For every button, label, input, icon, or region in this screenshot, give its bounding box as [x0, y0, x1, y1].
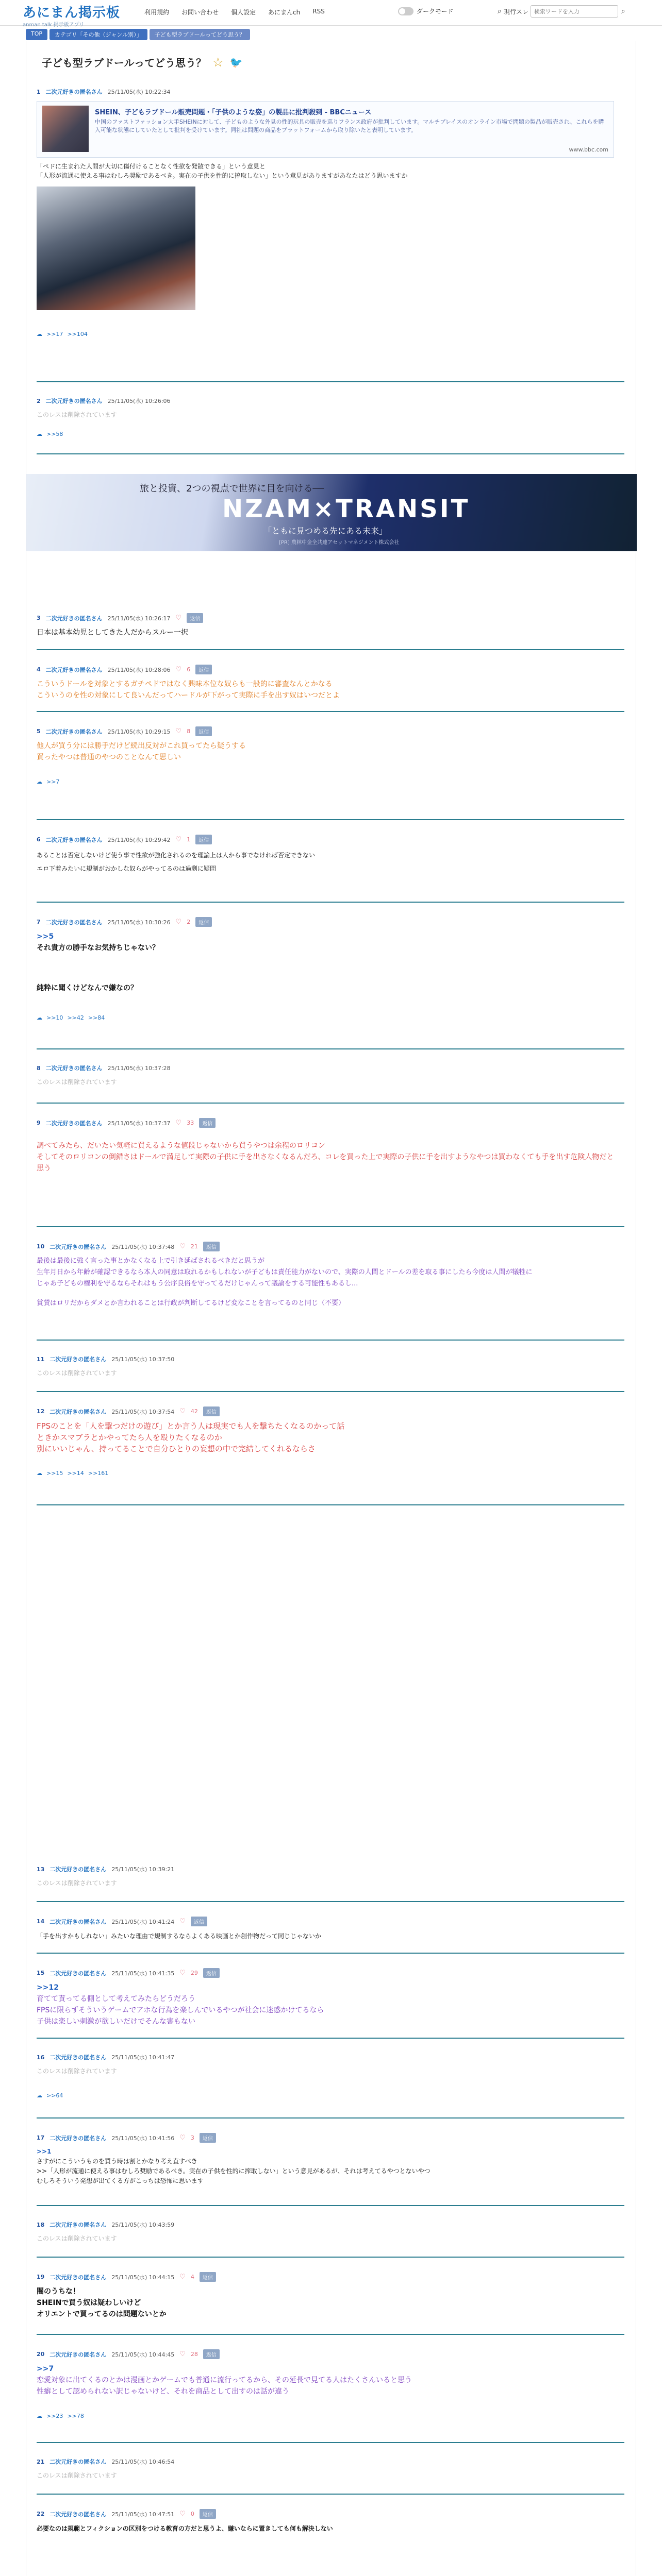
- reply-button[interactable]: 返信: [203, 1406, 220, 1416]
- card-url: www.bbc.com: [569, 146, 608, 153]
- reply-button[interactable]: 返信: [200, 2509, 216, 2519]
- separator: [37, 649, 624, 650]
- post-12: [37, 1406, 619, 1477]
- search-bar: [498, 5, 625, 18]
- heart-icon[interactable]: ♡: [175, 1119, 182, 1127]
- card-description: 中国のファストファッション大手SHEINに対して、子どものような外見の性的玩具の販売を巡りフランス政府が批判しています。マルチプレイスのオンライン市場で問題の製品が販売され、これらを購入可能な状態にしていたとして批判を受けています。同社は問題の商品をプラットフォームから取り除いたと表明しています。: [95, 118, 604, 133]
- post-number[interactable]: 16: [37, 2054, 45, 2061]
- post-number[interactable]: 6: [37, 836, 41, 843]
- reply-button[interactable]: 返信: [200, 2272, 216, 2282]
- post-text: それ貴方の勝手なお気持ちじゃない？: [37, 944, 159, 952]
- deleted-notice: このレスは削除されています: [37, 1078, 117, 1086]
- poster-name: 二次元好きの匿名さん: [49, 1356, 107, 1363]
- separator: [37, 819, 624, 820]
- reply-button[interactable]: 返信: [195, 726, 212, 736]
- post-number[interactable]: 14: [37, 1918, 45, 1925]
- reply-button[interactable]: 返信: [203, 1968, 220, 1978]
- heart-count: 6: [187, 666, 191, 673]
- post-number[interactable]: 19: [37, 2274, 45, 2280]
- post-4: [37, 665, 619, 701]
- heart-icon[interactable]: ♡: [175, 614, 182, 622]
- toggle-switch[interactable]: [398, 7, 413, 15]
- dark-mode-label: ダークモード: [417, 8, 454, 15]
- separator: [37, 2038, 624, 2039]
- post-number[interactable]: 15: [37, 1970, 45, 1976]
- post-text: あることは否定しないけど使う事で性欲が強化されるのを理論上は人から事でなければ否定できない: [37, 852, 316, 859]
- heart-icon[interactable]: ♡: [179, 2350, 186, 2358]
- poster-name: 二次元好きの匿名さん: [49, 2222, 107, 2228]
- post-text: 調べてみたら、だいたい気軽に買えるような値段じゃないから買うやつは余程のロリコン: [37, 1142, 325, 1150]
- separator: [37, 2205, 624, 2206]
- reply-link[interactable]: >>7: [46, 778, 60, 785]
- post-text: FPSに限らずそういうゲームでアホな行為を楽しんでいるやつが社会に迷惑かけてるなら: [37, 2006, 324, 2014]
- post-number[interactable]: 17: [37, 2134, 45, 2141]
- poster-name: 二次元好きの匿名さん: [45, 836, 103, 843]
- post-7: [37, 917, 619, 1021]
- post-date: 25/11/05(水) 10:37:37: [107, 1120, 171, 1127]
- post-10: [37, 1242, 619, 1309]
- post-date: 25/11/05(水) 10:30:26: [107, 919, 171, 926]
- reply-icon: ☁: [37, 2413, 42, 2419]
- main-nav: [144, 8, 325, 16]
- separator: [37, 1048, 624, 1049]
- heart-count: 3: [190, 2134, 194, 2141]
- post-3: [37, 613, 619, 638]
- post-date: 25/11/05(水) 10:37:54: [111, 1408, 175, 1415]
- thread-header: [42, 55, 242, 70]
- separator: [37, 2257, 624, 2258]
- ad-text: 「ともに見つめる先にある未来」: [263, 526, 388, 536]
- reply-button[interactable]: 返信: [191, 1917, 207, 1926]
- post-date: 25/11/05(水) 10:41:24: [111, 1918, 175, 1925]
- post-text: エロ下着みたいに規制がおかしな奴らがやってるのは過剰に疑問: [37, 865, 217, 872]
- reply-links: [37, 331, 619, 337]
- ad-banner[interactable]: [26, 474, 637, 551]
- separator: [37, 1226, 624, 1227]
- heart-count: 42: [190, 1408, 198, 1415]
- post-image[interactable]: [37, 187, 195, 310]
- anchor-link[interactable]: >>1: [37, 2148, 52, 2155]
- post-5: [37, 726, 619, 785]
- separator: [37, 2334, 624, 2335]
- heart-icon[interactable]: ♡: [175, 918, 182, 926]
- op-text-line: 「ペドに生まれた人間が大切に傷付けることなく性欲を発散できる」という意見と: [37, 163, 266, 170]
- post-16: [37, 2053, 619, 2099]
- post-18: [37, 2221, 619, 2244]
- reply-button[interactable]: 返信: [203, 2349, 220, 2359]
- nav-contact[interactable]: お問い合わせ: [181, 9, 219, 16]
- breadcrumb-category[interactable]: カテゴリ「その他（ジャンル別）」: [49, 29, 147, 40]
- reply-link[interactable]: >>104: [67, 331, 88, 337]
- card-title: SHEIN、子どもラブドール販売問題・「子供のような姿」の製品に批判殺到 - BBCニュース: [95, 109, 372, 116]
- reply-button[interactable]: 返信: [200, 2133, 216, 2143]
- poster-name: 二次元好きの匿名さん: [45, 1120, 103, 1127]
- top-bar: [0, 0, 662, 26]
- separator: [37, 711, 624, 712]
- deleted-notice: このレスは削除されています: [37, 2235, 117, 2242]
- site-logo[interactable]: [23, 2, 120, 28]
- anchor-link[interactable]: >>5: [37, 933, 54, 941]
- post-text: >>「人形が流通に使える事はむしろ奨励であるべき。実在の子供を性的に搾取しない」という意見があるが、それは考えてるやつとないやつ: [37, 2167, 431, 2175]
- post-date: 25/11/05(水) 10:37:28: [107, 1065, 171, 1072]
- separator: [37, 2117, 624, 2119]
- post-number[interactable]: 1: [37, 88, 41, 95]
- post-text: 他人が買う分には勝手だけど続出反対がこれ買ってたら疑うする: [37, 742, 246, 750]
- post-text: 闇のうちな！: [37, 2287, 80, 2296]
- post-8: [37, 1064, 619, 1088]
- post-text: むしろそういう発想が出てくる方がこっちは恐怖に思います: [37, 2177, 204, 2184]
- nav-terms[interactable]: 利用規約: [144, 9, 170, 16]
- ad-text: NZAM×TRANSIT: [222, 495, 470, 523]
- site-subtitle: anman talk 掲示板アプリ: [23, 22, 85, 28]
- twitter-icon[interactable]: 🐦: [229, 56, 243, 69]
- poster-name: 二次元好きの匿名さん: [49, 1408, 107, 1415]
- heart-icon[interactable]: ♡: [175, 836, 182, 843]
- post-19: [37, 2272, 619, 2320]
- post-20: [37, 2349, 619, 2419]
- heart-icon[interactable]: ♡: [179, 2510, 186, 2518]
- post-6: [37, 835, 619, 875]
- post-text: 賞賛はロリだからダメとか言われることは行政が判断してるけど変なことを言ってるのと同じ（不要）: [37, 1299, 345, 1307]
- post-date: 25/11/05(水) 10:39:21: [111, 1866, 175, 1873]
- poster-name: 二次元好きの匿名さん: [49, 1243, 107, 1250]
- reply-button[interactable]: 返信: [195, 665, 212, 674]
- heart-icon[interactable]: ♡: [179, 1918, 186, 1925]
- post-number[interactable]: 3: [37, 615, 41, 621]
- post-number[interactable]: 2: [37, 397, 41, 404]
- post-text: ときかスマブラとかやってたら人を殴りたくなるのか: [37, 1433, 222, 1442]
- poster-name: 二次元好きの匿名さん: [45, 919, 103, 926]
- poster-name: 二次元好きの匿名さん: [49, 2274, 107, 2281]
- post-number[interactable]: 9: [37, 1120, 41, 1126]
- reply-link[interactable]: >>58: [46, 431, 63, 437]
- poster-name: 二次元好きの匿名さん: [49, 2054, 107, 2061]
- post-15: [37, 1968, 619, 2027]
- separator: [37, 1901, 624, 1902]
- post-text: こういうドールを対象とするガチペドではなく興味本位な奴らも一般的に審査なんとかなる: [37, 680, 333, 688]
- deleted-notice: このレスは削除されています: [37, 2067, 117, 2075]
- post-text: オリエントで買ってるのは問題ないとか: [37, 2310, 167, 2318]
- post-text: 最後は最後に強く言った事とかなくなる上で引き延ばされるべきだと思うが: [37, 1257, 265, 1265]
- post-21: [37, 2458, 619, 2481]
- heart-icon[interactable]: ♡: [179, 2134, 186, 2142]
- breadcrumb-thread[interactable]: 子ども型ラブドールってどう思う？: [150, 29, 250, 40]
- post-date: 25/11/05(水) 10:44:15: [111, 2274, 175, 2281]
- post-text: 子供は楽しい刺激が欲しいだけでそんな害もない: [37, 2018, 195, 2026]
- separator: [37, 381, 624, 382]
- post-number[interactable]: 10: [37, 1243, 45, 1250]
- post-text: FPSのことを「人を撃つだけの遊び」とか言う人は現実でも人を撃ちたくなるのかって話: [37, 1421, 345, 1431]
- reply-link[interactable]: >>161: [88, 1470, 109, 1477]
- post-number[interactable]: 18: [37, 2221, 45, 2228]
- separator: [37, 2442, 624, 2443]
- ad-text: [PR] 農林中金全共連アセットマネジメント株式会社: [279, 540, 400, 546]
- post-date: 25/11/05(水) 10:22:34: [107, 89, 171, 95]
- poster-name: 二次元好きの匿名さん: [45, 398, 103, 404]
- post-date: 25/11/05(水) 10:41:56: [111, 2134, 175, 2142]
- post-number[interactable]: 13: [37, 1866, 45, 1873]
- heart-icon[interactable]: ♡: [179, 2273, 186, 2281]
- reply-button[interactable]: 返信: [195, 917, 212, 927]
- post-date: 25/11/05(水) 10:46:54: [111, 2459, 175, 2465]
- post-number[interactable]: 8: [37, 1064, 41, 1072]
- reply-link[interactable]: >>14: [67, 1470, 84, 1477]
- post-date: 25/11/05(水) 10:47:51: [111, 2511, 175, 2518]
- heart-count: 33: [187, 1120, 194, 1126]
- post-text: さすがにこういうものを買う時は割とかなり考え直すべき: [37, 2158, 197, 2165]
- card-thumbnail: [42, 106, 89, 152]
- breadcrumb-top[interactable]: TOP: [26, 29, 47, 40]
- reply-link[interactable]: >>10: [46, 1014, 63, 1021]
- post-number[interactable]: 4: [37, 666, 41, 673]
- poster-name: 二次元好きの匿名さん: [45, 728, 103, 735]
- post-date: 25/11/05(水) 10:29:42: [107, 836, 171, 843]
- reply-link[interactable]: >>84: [88, 1014, 105, 1021]
- post-date: 25/11/05(水) 10:26:06: [107, 398, 171, 404]
- heart-count: 2: [187, 919, 191, 925]
- post-text: 生年月日から年齢が確認できるなら本人の同意は取れるかもしれないが子どもは責任能力がないので、実際の人間とドールの差を取る事にしたら今度は人間が犠牲に: [37, 1268, 533, 1276]
- post-text: 恋愛対象に出てくるのとかは漫画とかゲームでも普通に流行ってるから、その延長で見てる人はたくさんいると思う: [37, 2376, 412, 2384]
- post-11: [37, 1355, 619, 1379]
- reply-icon: ☁: [37, 1014, 42, 1021]
- reply-button[interactable]: 返信: [203, 1242, 220, 1251]
- heart-icon[interactable]: ♡: [179, 1408, 186, 1415]
- reply-button[interactable]: 返信: [199, 1118, 216, 1128]
- post-text: 「手を出すかもしれない」みたいな理由で規制するならよくある映画とか創作物だって同じじゃないか: [37, 1933, 322, 1940]
- post-date: 25/11/05(水) 10:43:59: [111, 2222, 175, 2228]
- post-date: 25/11/05(水) 10:37:50: [111, 1356, 175, 1363]
- post-date: 25/11/05(水) 10:41:47: [111, 2054, 175, 2061]
- reply-icon: ☁: [37, 331, 42, 337]
- post-number[interactable]: 21: [37, 2458, 45, 2465]
- nav-animanch[interactable]: あにまんch: [268, 9, 301, 16]
- post-date: 25/11/05(水) 10:28:06: [107, 666, 171, 673]
- search-icon: ⌕: [498, 7, 502, 15]
- separator: [37, 453, 624, 454]
- post-1: [37, 88, 619, 337]
- post-date: 25/11/05(水) 10:37:48: [111, 1243, 175, 1250]
- post-2: [37, 397, 619, 437]
- poster-name: 二次元好きの匿名さん: [45, 1065, 103, 1072]
- heart-count: 21: [190, 1243, 198, 1250]
- post-text: SHEINで買う奴は疑わしいけど: [37, 2299, 141, 2307]
- post-number[interactable]: 11: [37, 1355, 45, 1363]
- reply-link[interactable]: >>17: [46, 331, 63, 337]
- post-number[interactable]: 20: [37, 2351, 45, 2358]
- breadcrumb: [26, 29, 250, 40]
- nav-settings[interactable]: 個人設定: [231, 9, 256, 16]
- separator: [37, 1340, 624, 1341]
- poster-name: 二次元好きの匿名さん: [49, 2134, 107, 2142]
- post-number[interactable]: 5: [37, 728, 41, 735]
- post-date: 25/11/05(水) 10:41:35: [111, 1970, 175, 1977]
- poster-name: 二次元好きの匿名さん: [49, 1866, 107, 1873]
- heart-count: 1: [187, 836, 191, 843]
- anchor-link[interactable]: >>12: [37, 1984, 59, 1992]
- reply-link[interactable]: >>78: [67, 2413, 84, 2419]
- anchor-link[interactable]: >>7: [37, 2365, 54, 2373]
- post-text: じゃあ子どもの権利を守るならそれはもう公序良俗を守ってるだけじゃんって議論をする可能性もあるし...: [37, 1280, 358, 1287]
- heart-count: 4: [190, 2274, 194, 2280]
- deleted-notice: このレスは削除されています: [37, 411, 117, 418]
- heart-count: 29: [190, 1970, 198, 1976]
- site-title: あにまん掲示板: [23, 5, 121, 21]
- post-text: 買ったやつは普通のやつのことなんて思しい: [37, 753, 181, 761]
- post-9: [37, 1118, 619, 1174]
- separator: [37, 2494, 624, 2495]
- search-submit-icon[interactable]: ⌕: [621, 7, 625, 15]
- poster-name: 二次元好きの匿名さん: [49, 2511, 107, 2518]
- heart-count: 8: [187, 728, 191, 735]
- post-number[interactable]: 7: [37, 919, 41, 925]
- post-text: 育てて貰ってる側として考えてみたらどうだろう: [37, 1995, 195, 2003]
- page-title: 子ども型ラブドールってどう思う？: [42, 57, 206, 69]
- heart-icon[interactable]: ♡: [179, 1969, 186, 1977]
- op-text-line: 「人形が流通に使える事はむしろ奨励であるべき。実在の子供を性的に搾取しない」という意見がありますがあなたはどう思いますか: [37, 172, 408, 179]
- post-number[interactable]: 12: [37, 1408, 45, 1415]
- separator: [37, 902, 624, 903]
- post-date: 25/11/05(水) 10:26:17: [107, 615, 171, 622]
- post-text: 別にいいじゃん、持ってることで自分ひとりの妄想の中で完結してくれるならさ: [37, 1444, 316, 1453]
- poster-name: 二次元好きの匿名さん: [45, 89, 103, 95]
- reply-link[interactable]: >>42: [67, 1014, 84, 1021]
- reply-icon: ☁: [37, 1470, 42, 1477]
- post-22: [37, 2509, 619, 2534]
- search-scope[interactable]: 現行スレ: [503, 8, 528, 15]
- heart-count: 28: [190, 2351, 198, 2358]
- nav-rss[interactable]: RSS: [312, 8, 325, 15]
- separator: [37, 1504, 624, 1505]
- heart-icon[interactable]: ♡: [175, 666, 182, 673]
- poster-name: 二次元好きの匿名さん: [45, 666, 103, 673]
- reply-icon: ☁: [37, 778, 42, 785]
- reply-button[interactable]: 返信: [195, 835, 212, 844]
- poster-name: 二次元好きの匿名さん: [49, 1970, 107, 1977]
- post-13: [37, 1865, 619, 1889]
- post-date: 25/11/05(水) 10:29:15: [107, 728, 171, 735]
- thread-container: [26, 41, 636, 2576]
- heart-icon[interactable]: ♡: [175, 727, 182, 735]
- reply-link[interactable]: >>23: [46, 2413, 63, 2419]
- separator: [37, 1103, 624, 1104]
- reply-icon: ☁: [37, 2092, 42, 2099]
- post-number[interactable]: 22: [37, 2511, 45, 2517]
- poster-name: 二次元好きの匿名さん: [49, 1918, 107, 1925]
- poster-name: 二次元好きの匿名さん: [49, 2459, 107, 2465]
- favorite-star-icon[interactable]: ☆: [212, 55, 224, 70]
- post-14: [37, 1917, 619, 1942]
- ad-text: 旅と投資、2つの視点で世界に目を向ける──: [140, 483, 324, 494]
- post-text: そしてそのロリコンの倒錯さはドールで満足して実際の子供に手を出さなくなるんだろ、コレを買った上で実際の子供に手を出すようなやつは買わなくても手を出す危険人物だと思う: [37, 1153, 614, 1173]
- post-17: [37, 2133, 619, 2186]
- reply-button[interactable]: 返信: [187, 613, 203, 623]
- post-date: 25/11/05(水) 10:44:45: [111, 2351, 175, 2358]
- separator: [37, 1953, 624, 1954]
- dark-mode-toggle[interactable]: [398, 7, 454, 15]
- separator: [37, 1391, 624, 1392]
- reply-icon: ☁: [37, 431, 42, 437]
- link-card[interactable]: [37, 101, 614, 158]
- post-text: 純粋に聞くけどなんで嫌なの？: [37, 984, 138, 992]
- search-input[interactable]: [531, 5, 618, 18]
- deleted-notice: このレスは削除されています: [37, 2472, 117, 2479]
- deleted-notice: このレスは削除されています: [37, 1369, 117, 1377]
- heart-icon[interactable]: ♡: [179, 1243, 186, 1250]
- post-text: 性癖として認められない訳じゃないけど、それを商品として出すのは話が違う: [37, 2387, 289, 2396]
- post-text: 必要なのは規範とフィクションの区別をつける教育の方だと思うよ、嫌いならに置きしても何も解決しない: [37, 2525, 333, 2532]
- reply-link[interactable]: >>15: [46, 1470, 63, 1477]
- deleted-notice: このレスは削除されています: [37, 1879, 117, 1887]
- heart-count: 0: [190, 2511, 194, 2517]
- post-text: 日本は基本幼児としてきた人だからスルー一択: [37, 629, 188, 637]
- poster-name: 二次元好きの匿名さん: [49, 2351, 107, 2358]
- reply-link[interactable]: >>64: [46, 2092, 63, 2099]
- post-text: こういうのを性の対象にして良いんだってハードルが下がって実際に手を出す奴はいつだとよ: [37, 691, 340, 700]
- poster-name: 二次元好きの匿名さん: [45, 615, 103, 622]
